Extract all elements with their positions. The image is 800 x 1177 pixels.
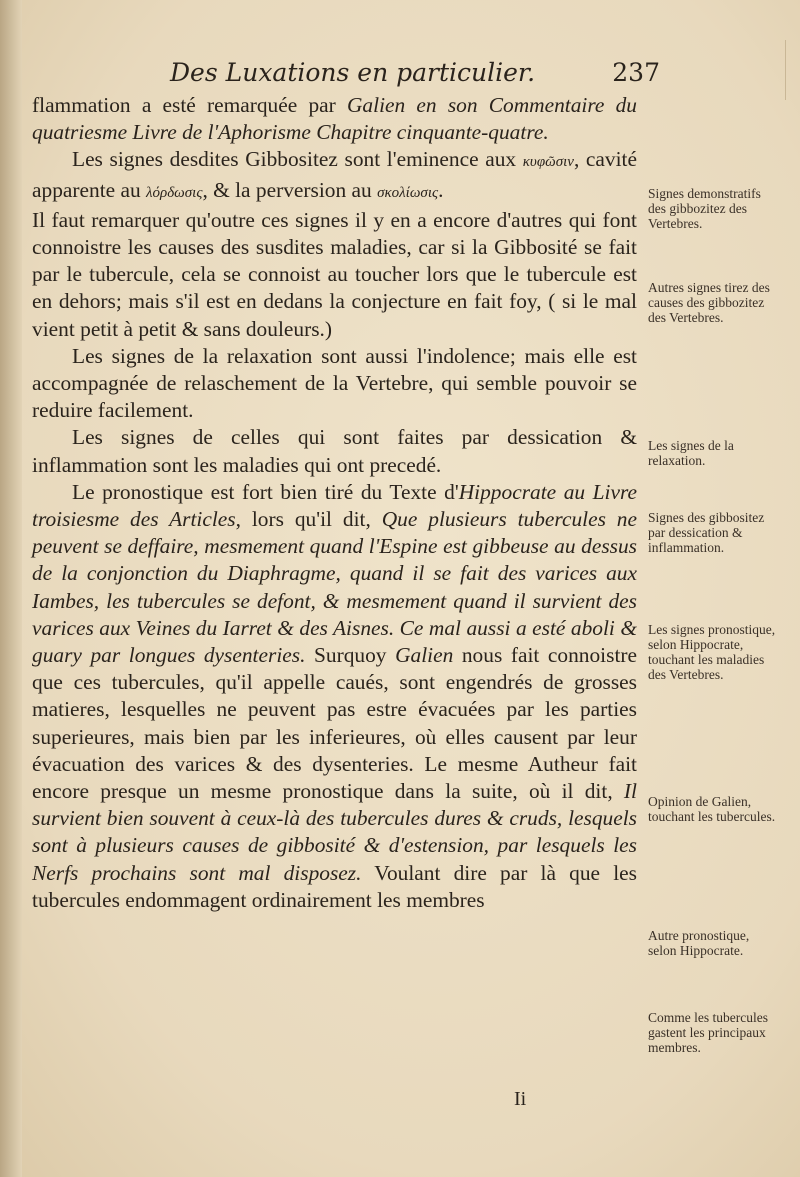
p6-text-c: , lors qu'il dit, [235, 507, 382, 532]
running-title: Des Luxations en particulier. [170, 58, 536, 87]
margin-note-2: Autres signes tirez des causes des gibbozitez des Vertebres. [648, 280, 770, 325]
p6-text-e: Surquoy [305, 643, 396, 668]
greek-term-3: σκολίωσις [377, 184, 439, 201]
p1-text: flammation a esté remarquée par [32, 93, 347, 117]
paragraph-3: Il faut remarquer qu'outre ces signes il y en a encore d'autres qui font connoistre les causes des susdites maladies, car si la Gibbosité se fait par le tubercule, cela se connoist au toucher lors que le tubercule est en dehors; mais s'il est en dedans la conjecture en fait foy, ( si le mal vient petit à petit & sans douleurs.) [32, 207, 637, 341]
p6-italic-galien: Galien [395, 643, 454, 668]
p6-quote-hippocrate: Que plusieurs tubercules ne peuvent se deffaire, mesmement quand l'Espine est gibbeuse au dessus de la conjonction du Diaphragme, quand il se fait des varices aux Iambes, les tubercules se defont, & mesmement quand il survient des varices aux Veines du Iarret & des Aisnes. Ce mal aussi a esté aboli & guary par longues dysenteries. [32, 507, 637, 668]
p6-text-a: Le pronostique est fort bien tiré du Texte d' [72, 479, 459, 504]
p6-italic-b: Hippocrate au Livre troisiesme des Articles [32, 479, 637, 532]
p6-text-i: Voulant dire par là que les tubercules endommagent ordinairement les membres [32, 860, 637, 912]
running-header [170, 58, 660, 92]
margin-note-8: Comme les tubercules gastent les principaux membres. [648, 1010, 768, 1055]
paragraph-6 [32, 479, 637, 914]
p1-italic: Galien en son Commentaire du quatriesme Livre de l'Aphorisme Chapitre cinquante-quatre. [32, 93, 637, 145]
margin-note-3: Les signes de la relaxation. [648, 438, 734, 468]
p6-quote-2: Il survient bien souvent à ceux-là des tubercules dures & cruds, lesquels sont à plusieurs causes de gibbosité & d'estension, par lesquels les Nerfs prochains sont mal disposez. [32, 779, 637, 885]
paragraph-5: Les signes de celles qui sont faites par dessication & inflammation sont les maladies qui ont precedé. [32, 425, 637, 477]
p2-text-c: , & la perversion au [202, 177, 378, 202]
p2-text-b: , cavité apparente au [32, 147, 637, 202]
page-number: 237 [612, 58, 660, 87]
page-gutter [0, 0, 22, 1177]
margin-note-4: Signes des gibbositez par dessication & inflammation. [648, 510, 765, 555]
margin-note-6: Opinion de Galien, touchant les tubercules. [648, 794, 776, 824]
paragraph-4: Les signes de la relaxation sont aussi l'indolence; mais elle est accompagnée de relaschement de la Vertebre, qui semble pouvoir se reduire facilement. [32, 343, 637, 423]
p2-text-a: Les signes desdites Gibbositez sont l'eminence aux [72, 147, 523, 172]
p2-text-d: . [438, 177, 444, 202]
margin-note-5: Les signes pronostique, selon Hippocrate, touchant les maladies des Vertebres. [648, 622, 776, 682]
margin-note-1: Signes demonstratifs des gibbozitez des Vertebres. [648, 186, 761, 231]
greek-term-2: λόρδωσις [146, 184, 203, 201]
p6-text-g: nous fait connoistre que ces tubercules, qu'il appelle caués, sont engendrés de grosses matieres, lesquelles ne peuvent pas estre évacuées par les parties superieures, mais bien par les inferieures, où elles causent par leur évacuation des varices & des dysenteries. Le mesme Autheur fait encore presque un mesme pronostique dans la suite, où il dit, [32, 643, 638, 804]
greek-term-1: κυφῶσιν [522, 154, 574, 171]
page-edge-mark [785, 40, 796, 100]
signature-mark: Ii [514, 1088, 527, 1110]
margin-note-7: Autre pronostique, selon Hippocrate. [648, 928, 750, 958]
paragraph-1 [32, 92, 637, 146]
paragraph-2 [32, 146, 637, 206]
main-text [32, 92, 637, 914]
